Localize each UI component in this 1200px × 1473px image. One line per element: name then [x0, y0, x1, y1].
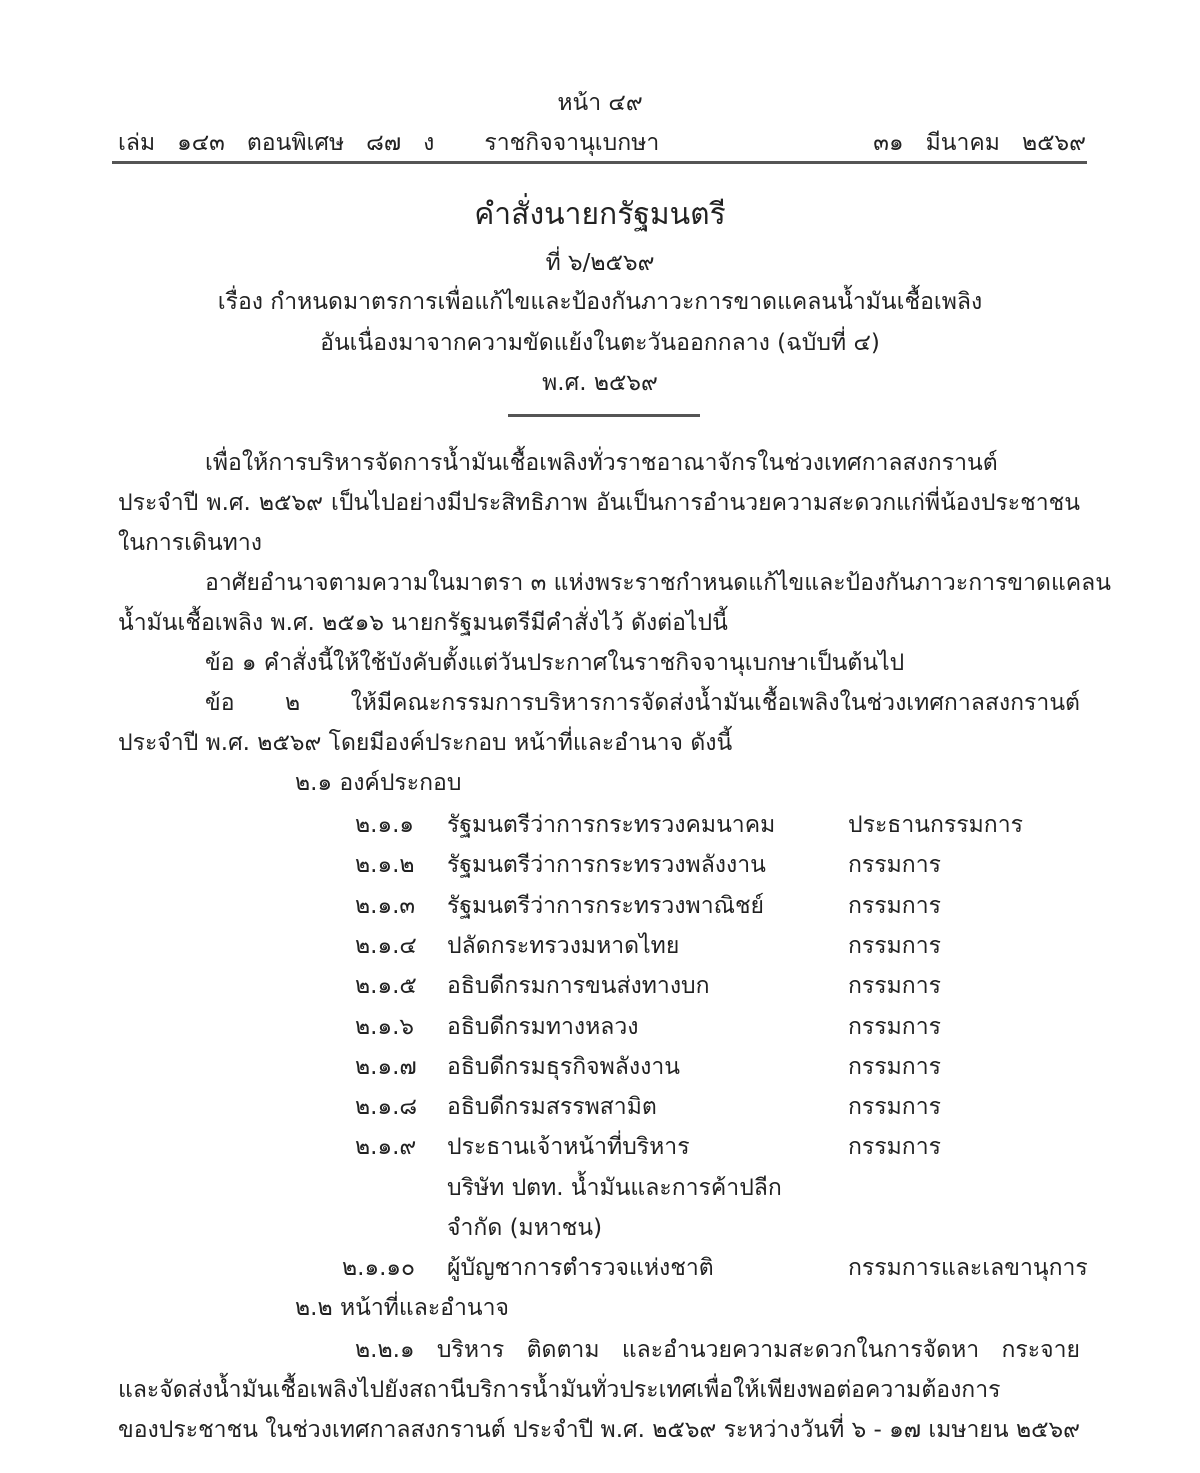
member-continuation: บริษัท ปตท. น้ำมันและการค้าปลีก [447, 1175, 782, 1201]
section-letter: ง [423, 130, 435, 156]
member-name: รัฐมนตรีว่าการกระทรวงพลังงาน [447, 852, 766, 879]
member-number: ๒.๑.๘ [355, 1094, 418, 1121]
section-label: ตอนพิเศษ [246, 130, 345, 156]
member-name: อธิบดีกรมสรรพสามิต [447, 1094, 657, 1121]
member-role: กรรมการ [848, 1013, 941, 1040]
member-role: กรรมการ [848, 1134, 941, 1161]
member-number: ๒.๑.๓ [355, 892, 416, 919]
paragraph-line: ของประชาชน ในช่วงเทศกาลสงกรานต์ ประจำปี พ.ศ. ๒๕๖๙ ระหว่างวันที่ ๖ - ๑๗ เมษายน ๒๕๖๙ [118, 1417, 1080, 1443]
member-number: ๒.๑.๒ [355, 852, 415, 879]
member-name: อธิบดีกรมทางหลวง [447, 1013, 639, 1040]
member-role: กรรมการ [848, 892, 941, 919]
paragraph-line: อาศัยอำนาจตามความในมาตรา ๓ แห่งพระราชกำหนดแก้ไขและป้องกันภาวะการขาดแคลน [205, 570, 1111, 596]
gazette-name: ราชกิจจานุเบกษา [484, 130, 660, 156]
member-number: ๒.๑.๔ [355, 932, 417, 959]
date-day: ๓๑ [873, 130, 904, 156]
paragraph-line: ประจำปี พ.ศ. ๒๕๖๙ เป็นไปอย่างมีประสิทธิภาพ อันเป็นการอำนวยความสะดวกแก่พี่น้องประชาชน [118, 490, 1080, 516]
member-row [355, 850, 941, 880]
member-continuation: จำกัด (มหาชน) [447, 1215, 603, 1241]
clause-1: ข้อ ๑ คำสั่งนี้ให้ใช้บังคับตั้งแต่วันประกาศในราชกิจจานุเบกษาเป็นต้นไป [205, 650, 905, 676]
member-row [355, 1052, 941, 1082]
member-number: ๒.๑.๗ [355, 1053, 417, 1080]
date-year: ๒๕๖๙ [1021, 130, 1086, 156]
paragraph-line: ในการเดินทาง [118, 530, 262, 556]
subject-line-1: เรื่อง กำหนดมาตรการเพื่อแก้ไขและป้องกันภาวะการขาดแคลนน้ำมันเชื้อเพลิง [217, 289, 983, 315]
member-role: กรรมการและเลขานุการ [848, 1255, 1088, 1281]
title-rule [508, 414, 700, 417]
page-number: หน้า ๔๙ [557, 90, 643, 116]
member-row [342, 1253, 1088, 1283]
paragraph-line: น้ำมันเชื้อเพลิง พ.ศ. ๒๕๑๖ นายกรัฐมนตรีมีคำสั่งไว้ ดังต่อไปนี้ [118, 610, 728, 636]
member-name: ปลัดกระทรวงมหาดไทย [447, 932, 680, 959]
member-row [355, 1092, 941, 1122]
date-month: มีนาคม [925, 130, 1000, 156]
member-row [355, 971, 941, 1001]
member-number: ๒.๑.๑๐ [342, 1255, 416, 1281]
member-name: อธิบดีกรมธุรกิจพลังงาน [447, 1053, 680, 1080]
member-name: ผู้บัญชาการตำรวจแห่งชาติ [447, 1255, 714, 1281]
section-2-1-heading: ๒.๑ องค์ประกอบ [295, 770, 462, 796]
paragraph-line: และจัดส่งน้ำมันเชื้อเพลิงไปยังสถานีบริการน้ำมันทั่วประเทศเพื่อให้เพียงพอต่อความต้องการ [118, 1377, 1001, 1403]
member-role: กรรมการ [848, 1094, 941, 1121]
member-row [355, 810, 1023, 840]
member-number: ๒.๑.๑ [355, 812, 414, 838]
member-row [355, 1132, 941, 1162]
subject-line-2: อันเนื่องมาจากความขัดแย้งในตะวันออกกลาง (ฉบับที่ ๔) [320, 330, 880, 356]
member-row [355, 931, 941, 961]
member-number: ๒.๑.๙ [355, 1134, 417, 1161]
order-number: ที่ ๖/๒๕๖๙ [545, 250, 655, 276]
paragraph-line: เพื่อให้การบริหารจัดการน้ำมันเชื้อเพลิงทั่วราชอาณาจักรในช่วงเทศกาลสงกรานต์ [205, 450, 998, 476]
header-rule [112, 161, 1087, 164]
section-2-2-heading: ๒.๒ หน้าที่และอำนาจ [295, 1295, 510, 1321]
member-name: อธิบดีกรมการขนส่งทางบก [447, 973, 710, 1000]
volume-number: ๑๔๓ [177, 130, 225, 156]
member-role: ประธานกรรมการ [848, 812, 1023, 838]
clause-2-line: ประจำปี พ.ศ. ๒๕๖๙ โดยมีองค์ประกอบ หน้าที่และอำนาจ ดังนี้ [118, 730, 733, 756]
document-title: คำสั่งนายกรัฐมนตรี [474, 197, 726, 232]
member-name: ประธานเจ้าหน้าที่บริหาร [447, 1134, 690, 1161]
member-role: กรรมการ [848, 1053, 941, 1080]
member-name: รัฐมนตรีว่าการกระทรวงพาณิชย์ [447, 892, 765, 919]
gazette-header [118, 128, 1086, 158]
member-role: กรรมการ [848, 973, 941, 1000]
clause-2-line: ข้อ ๒ ให้มีคณะกรรมการบริหารการจัดส่งน้ำมันเชื้อเพลิงในช่วงเทศกาลสงกรานต์ [205, 690, 1080, 716]
member-name: รัฐมนตรีว่าการกระทรวงคมนาคม [447, 812, 776, 838]
member-number: ๒.๑.๖ [355, 1013, 414, 1040]
member-role: กรรมการ [848, 852, 941, 879]
paragraph-line: ๒.๒.๑ บริหาร ติดตาม และอำนวยความสะดวกในการจัดหา กระจาย [355, 1337, 1080, 1363]
member-role: กรรมการ [848, 932, 941, 959]
section-number: ๘๗ [366, 130, 402, 156]
member-row [355, 891, 941, 921]
member-row [355, 1012, 941, 1042]
order-year: พ.ศ. ๒๕๖๙ [542, 370, 658, 396]
volume-label: เล่ม [118, 130, 156, 156]
member-number: ๒.๑.๕ [355, 973, 417, 1000]
